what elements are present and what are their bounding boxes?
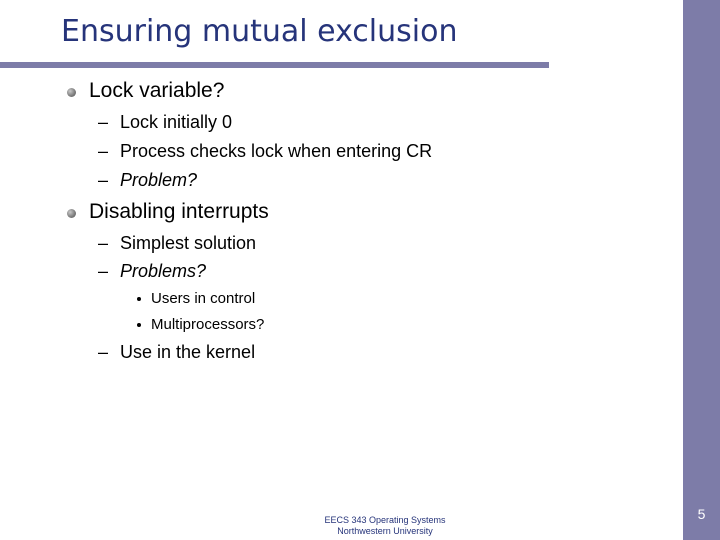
- subitem-problem: Problem?: [120, 170, 198, 190]
- dash-icon: –: [98, 233, 109, 253]
- subitem-lock-initially: Lock initially 0: [120, 112, 233, 132]
- footer-course: EECS 343 Operating Systems: [324, 515, 446, 525]
- page-number: 5: [697, 506, 706, 522]
- subitem-problems: Problems?: [120, 261, 207, 281]
- title-underline: [0, 62, 549, 68]
- dash-icon: –: [98, 261, 109, 281]
- bullet-icon: [67, 209, 76, 218]
- sidebar-band: [683, 0, 720, 540]
- dot-bullet-icon: [137, 297, 141, 301]
- subitem-process-checks: Process checks lock when entering CR: [120, 141, 433, 161]
- dot-bullet-icon: [137, 323, 141, 327]
- subsubitem-users-in-control: Users in control: [151, 290, 256, 307]
- slide-footer: [300, 515, 470, 537]
- dash-icon: –: [98, 141, 109, 161]
- dash-icon: –: [98, 342, 109, 362]
- dash-icon: –: [98, 170, 109, 190]
- subsubitem-multiprocessors: Multiprocessors?: [151, 316, 265, 333]
- bullet-disabling-interrupts: Disabling interrupts: [89, 200, 269, 223]
- footer-university: Northwestern University: [337, 526, 433, 536]
- slide-title: Ensuring mutual exclusion: [61, 14, 458, 49]
- subitem-use-in-kernel: Use in the kernel: [120, 342, 256, 362]
- bullet-icon: [67, 88, 76, 97]
- subitem-simplest-solution: Simplest solution: [120, 233, 257, 253]
- bullet-lock-variable: Lock variable?: [89, 79, 225, 102]
- dash-icon: –: [98, 112, 109, 132]
